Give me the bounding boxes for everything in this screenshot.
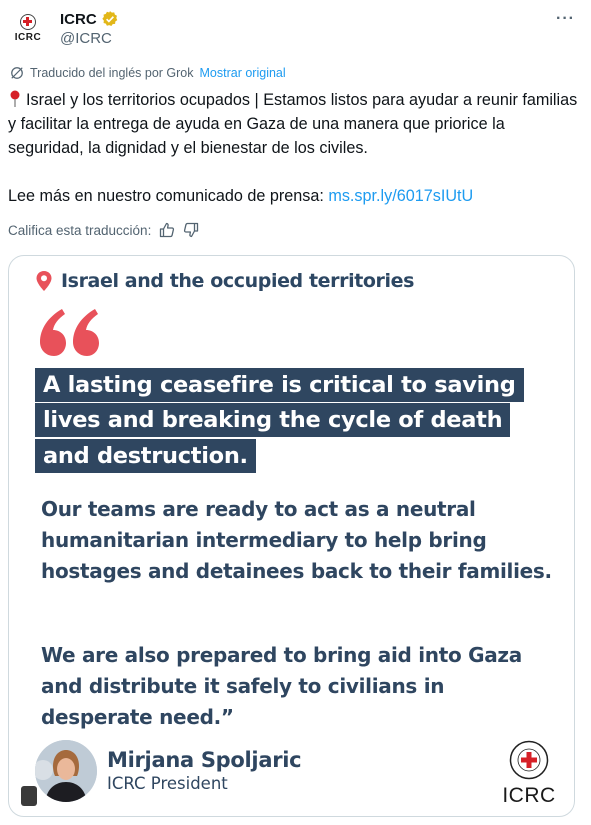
thumbs-down-icon[interactable] — [183, 222, 199, 238]
icrc-avatar[interactable] — [8, 8, 48, 48]
translation-notice — [10, 66, 286, 80]
more-horizontal-icon[interactable]: ··· — [556, 10, 575, 27]
display-name[interactable]: ICRC — [60, 10, 97, 28]
avatar-text: ICRC — [14, 31, 42, 43]
location-pin-icon — [35, 270, 53, 292]
highlight-line-1: A lasting ceasefire is critical to saving — [35, 368, 524, 402]
rate-label: Califica esta traducción: — [8, 222, 152, 238]
verified-badge-icon — [101, 10, 119, 28]
handle[interactable]: @ICRC — [60, 30, 112, 47]
quote-mark-icon — [39, 308, 105, 356]
tweet-paragraph-1 — [8, 88, 578, 160]
icrc-logo-text: ICRC — [502, 784, 556, 807]
tweet-paragraph-2 — [8, 184, 578, 208]
tweet-line-2-prefix: Lee más en nuestro comunicado de prensa: — [8, 187, 329, 205]
tweet-text — [8, 88, 578, 208]
press-release-link[interactable]: ms.spr.ly/6017sIUtU — [328, 187, 474, 205]
card-paragraph-2: We are also prepared to bring aid into Gaza and distribute it safely to civilians in desperate need.” — [41, 643, 522, 729]
grok-icon — [10, 66, 24, 80]
person-photo — [35, 740, 97, 802]
card-heading — [35, 270, 414, 292]
rate-translation — [8, 222, 199, 238]
person-title: ICRC President — [107, 774, 228, 793]
card-heading-text: Israel and the occupied territories — [61, 270, 415, 292]
highlight-line-2: lives and breaking the cycle of death — [35, 403, 510, 437]
person-name: Mirjana Spoljaric — [107, 748, 302, 772]
translation-label: Traducido del inglés por Grok — [30, 66, 194, 80]
card-paragraph-1: Our teams are ready to act as a neutral humanitarian intermediary to help bring hostages and detainees back to their families. — [41, 497, 552, 583]
red-cross-emblem-icon — [20, 14, 36, 30]
name-row — [60, 10, 119, 28]
tweet-header — [8, 8, 583, 54]
round-pushpin-icon — [8, 90, 22, 108]
highlight-line-3: and destruction. — [35, 439, 256, 473]
media-image-card[interactable] — [8, 255, 575, 817]
show-original-link[interactable]: Mostrar original — [199, 66, 286, 80]
media-badge[interactable] — [21, 786, 37, 806]
thumbs-up-icon[interactable] — [159, 222, 175, 238]
icrc-emblem-icon — [509, 740, 549, 780]
icrc-logo — [501, 740, 557, 812]
tweet-line-1: Israel y los territorios ocupados | Estamos listos para ayudar a reunir familias y facilitar la entrega de ayuda en Gaza de una manera que priorice la seguridad, la dignidad y el bienestar de los civiles. — [8, 91, 578, 157]
